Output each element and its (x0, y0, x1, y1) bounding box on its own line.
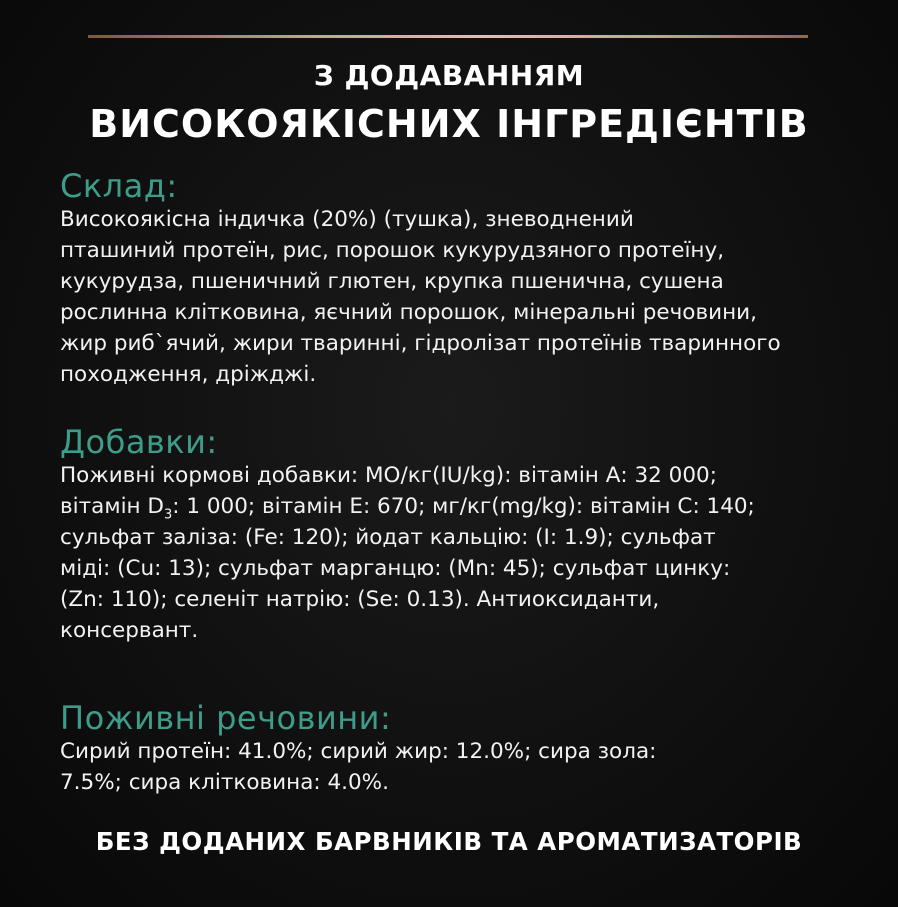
additives-text-part2: : 1 000; вітамін Е: 670; мг/кг(mg/kg): вітамін С: 140; сульфат заліза: (Fe: 120); йодат кальцію: (I: 1.9); сульфат міді: (Cu: 13); сульфат марганцю: (Mn: 45); сульфат цинку: (Zn: 110); селеніт натрію: (Se: 0.13). Антиоксиданти, консервант. (60, 494, 755, 643)
additives-section (60, 424, 860, 646)
header-subtitle: З ДОДАВАННЯМ (313, 59, 585, 92)
additives-title: Добавки: (60, 423, 218, 461)
header-title: ВИСОКОЯКІСНИХ ІНГРЕДІЄНТІВ (89, 102, 809, 146)
footer-claim: БЕЗ ДОДАНИХ БАРВНИКІВ ТА АРОМАТИЗАТОРІВ (95, 827, 803, 856)
composition-text: Високоякісна індичка (20%) (тушка), зневоднений пташиний протеїн, рис, порошок кукурудзяного протеїну, кукурудза, пшеничний глютен, крупка пшенична, сушена рослинна клітковина, яєчний порошок, мінеральні речовини, жир риб`ячий, жири тваринні, гідролізат протеїнів тваринного походження, дріжджі. (60, 207, 781, 387)
decorative-gold-divider (88, 35, 808, 38)
nutrients-title: Поживні речовини: (60, 699, 392, 737)
nutrients-text: Сирий протеїн: 41.0%; сирий жир: 12.0%; сира зола: 7.5%; сира клітковина: 4.0%. (60, 739, 657, 795)
composition-title: Склад: (60, 167, 178, 205)
nutrients-section (60, 700, 860, 798)
composition-section (60, 168, 860, 390)
page-header (0, 58, 898, 148)
vitamin-d-subscript: 3 (163, 507, 173, 523)
additives-text-part1: Поживні кормові добавки: МО/кг(IU/kg): вітамін А: 32 000; вітамін D (60, 463, 717, 519)
additives-text (60, 460, 860, 646)
